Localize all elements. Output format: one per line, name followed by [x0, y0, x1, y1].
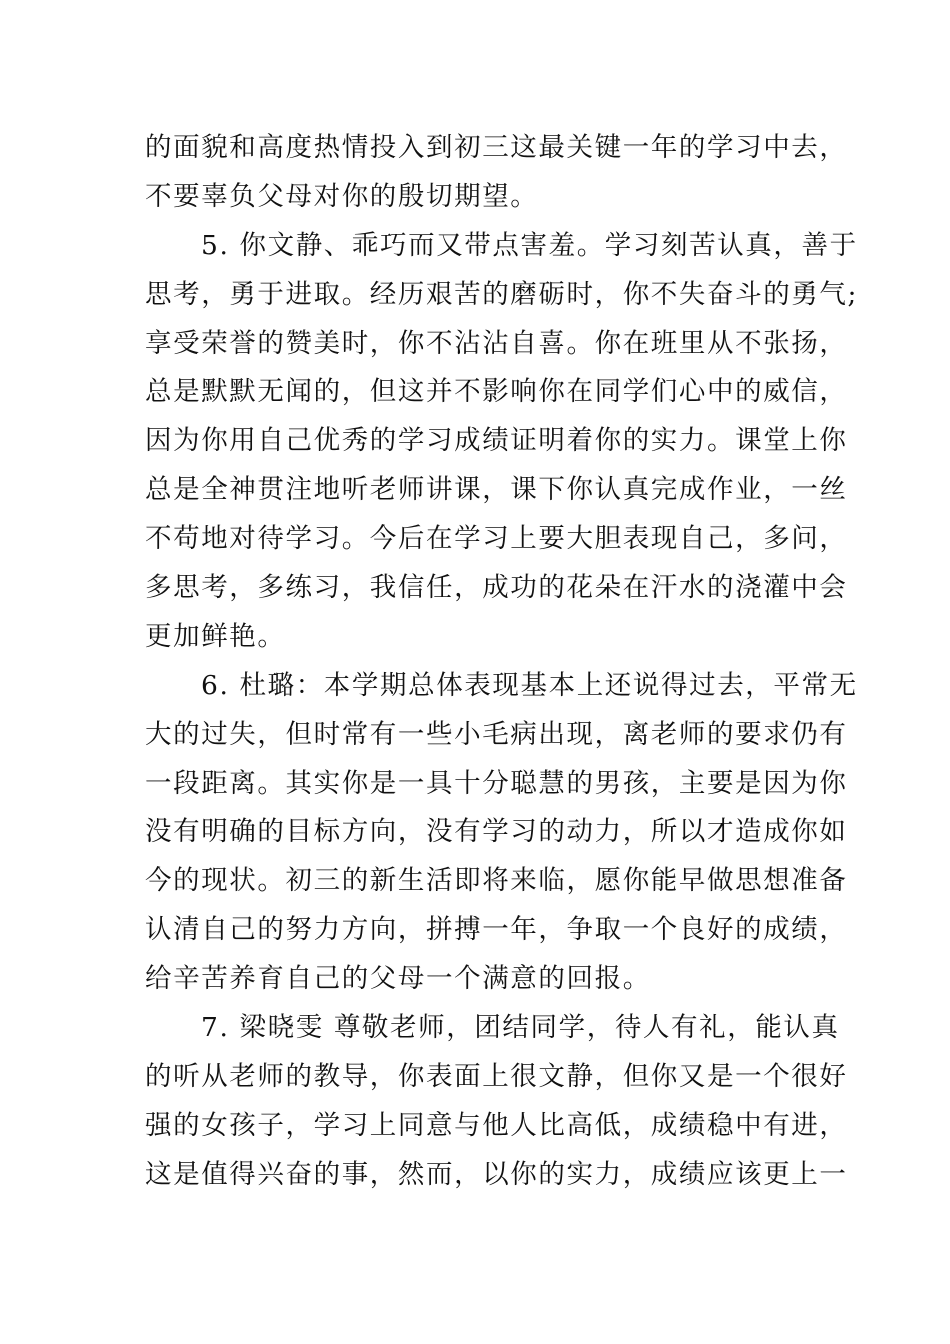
text-line: 总是全神贯注地听老师讲课，课下你认真完成作业，一丝 — [145, 474, 848, 506]
text-line: 不苟地对待学习。今后在学习上要大胆表现自己，多问， — [145, 523, 848, 555]
paragraph-start-line: 5. 你文静、乖巧而又带点害羞。学习刻苦认真，善于 — [201, 229, 858, 261]
text-line: 总是默默无闻的，但这并不影响你在同学们心中的威信， — [145, 376, 848, 408]
text-line: 的听从老师的教导，你表面上很文静，但你又是一个很好 — [145, 1060, 848, 1092]
text-line: 多思考，多练习，我信任，成功的花朵在汗水的浇灌中会 — [145, 572, 848, 604]
text-line: 给辛苦养育自己的父母一个满意的回报。 — [145, 963, 651, 995]
text-line: 一段距离。其实你是一具十分聪慧的男孩，主要是因为你 — [145, 767, 848, 799]
text-line: 的面貌和高度热情投入到初三这最关键一年的学习中去， — [145, 132, 848, 163]
text-line: 今的现状。初三的新生活即将来临，愿你能早做思想准备 — [145, 865, 848, 897]
document-body — [145, 124, 859, 1200]
text-line: 没有明确的目标方向，没有学习的动力，所以才造成你如 — [145, 816, 848, 848]
paragraph-start-line: 7. 梁晓雯 尊敬老师，团结同学，待人有礼，能认真 — [201, 1012, 840, 1044]
text-line: 享受荣誉的赞美时，你不沾沾自喜。你在班里从不张扬， — [145, 327, 848, 359]
text-line: 更加鲜艳。 — [145, 620, 286, 652]
text-line: 思考，勇于进取。经历艰苦的磨砺时，你不失奋斗的勇气; — [145, 278, 859, 310]
text-line: 强的女孩子，学习上同意与他人比高低，成绩稳中有进， — [145, 1109, 848, 1141]
text-line: 因为你用自己优秀的学习成绩证明着你的实力。课堂上你 — [145, 425, 848, 457]
text-line: 不要辜负父母对你的殷切期望。 — [145, 180, 539, 212]
text-line: 这是值得兴奋的事，然而，以你的实力，成绩应该更上一 — [145, 1158, 848, 1190]
text-line: 认清自己的努力方向，拼搏一年，争取一个良好的成绩， — [145, 914, 848, 946]
text-line: 大的过失，但时常有一些小毛病出现，离老师的要求仍有 — [145, 718, 848, 750]
paragraph-start-line: 6. 杜璐：本学期总体表现基本上还说得过去，平常无 — [201, 669, 858, 701]
